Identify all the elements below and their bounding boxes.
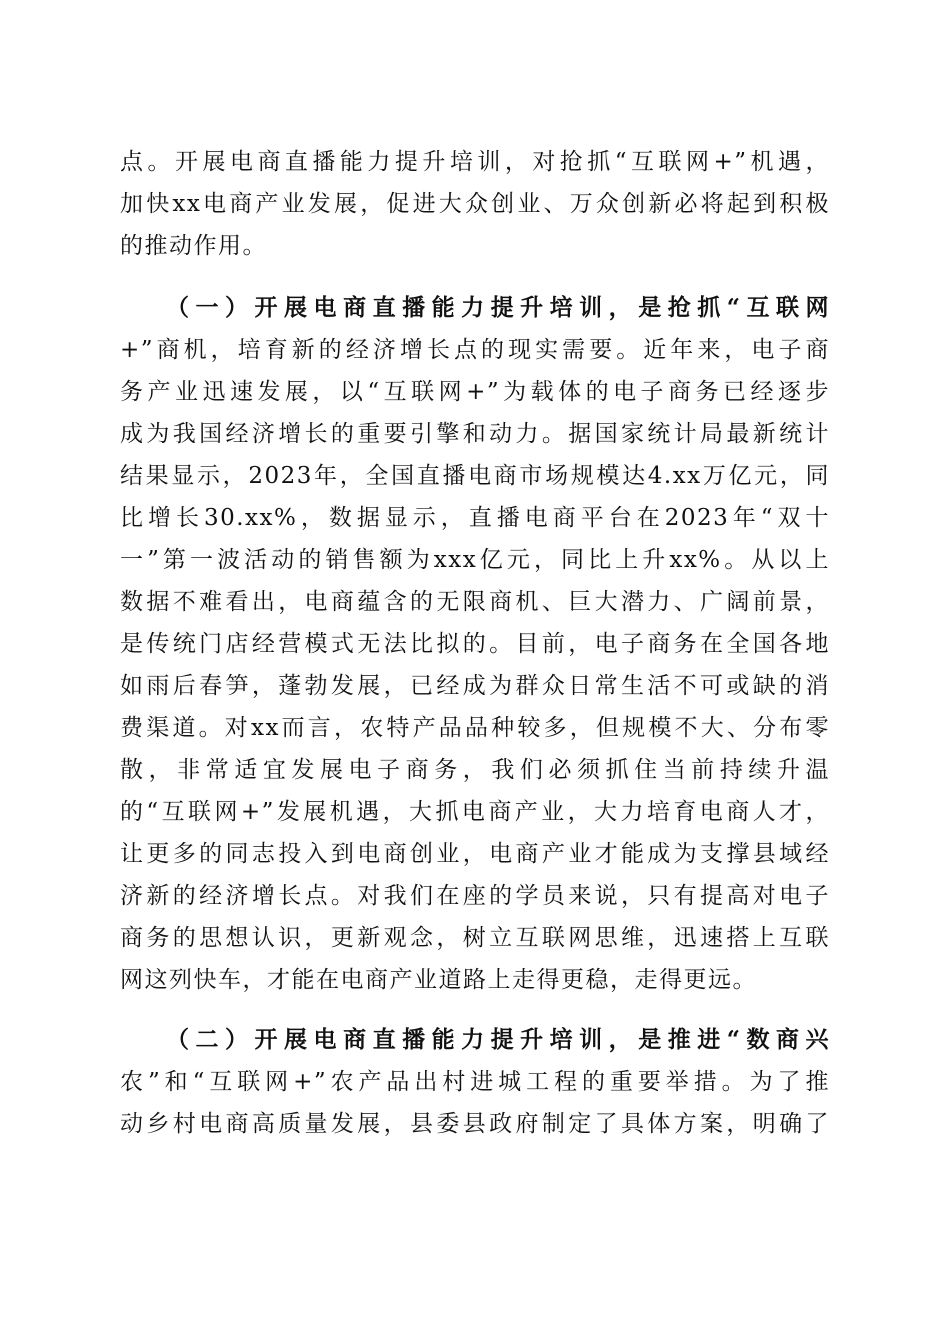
- paragraph-section-two: [120, 1019, 830, 1145]
- paragraph-line: 让更多的同志投入到电商创业，电商产业才能成为支撑县域经: [120, 841, 830, 867]
- paragraph-line: 动乡村电商高质量发展，县委县政府制定了具体方案，明确了: [120, 1111, 830, 1137]
- paragraph-line: 如雨后春笋，蓬勃发展，已经成为群众日常生活不可或缺的消: [120, 673, 830, 699]
- paragraph-section-one: [120, 287, 830, 1001]
- paragraph-line: 费渠道。对xx而言，农特产品品种较多，但规模不大、分布零: [120, 715, 830, 741]
- paragraph-line: 网这列快车，才能在电商产业道路上走得更稳，走得更远。: [120, 967, 757, 993]
- section-one-heading-line: （一）开展电商直播能力提升培训，是抢抓“互联网: [166, 294, 830, 321]
- paragraph-line: 商务的思想认识，更新观念，树立互联网思维，迅速搭上互联: [120, 925, 830, 951]
- paragraph-line: 散，非常适宜发展电子商务，我们必须抓住当前持续升温: [120, 757, 830, 783]
- paragraph-line: 成为我国经济增长的重要引擎和动力。据国家统计局最新统计: [120, 421, 830, 447]
- paragraph-line: 数据不难看出，电商蕴含的无限商机、巨大潜力、广阔前景，: [120, 589, 830, 615]
- paragraph-line: 结果显示，2023年，全国直播电商市场规模达4.xx万亿元，同: [120, 463, 830, 489]
- paragraph-line: +”商机，培育新的经济增长点的现实需要。近年来，电子商: [120, 337, 830, 363]
- paragraph-line: 的推动作用。: [120, 233, 267, 259]
- paragraph-line: 点。开展电商直播能力提升培训，对抢抓“互联网+”机遇，: [120, 149, 830, 175]
- paragraph-line: 加快xx电商产业发展，促进大众创业、万众创新必将起到积极: [120, 191, 830, 217]
- section-two-heading-line: （二）开展电商直播能力提升培训，是推进“数商兴: [166, 1026, 830, 1053]
- paragraph-line: 是传统门店经营模式无法比拟的。目前，电子商务在全国各地: [120, 631, 830, 657]
- paragraph-line: 比增长30.xx%，数据显示，直播电商平台在2023年“双十: [120, 505, 830, 531]
- paragraph-line: 的“互联网+”发展机遇，大抓电商产业，大力培育电商人才，: [120, 799, 830, 825]
- paragraph-intro-continuation: [120, 141, 830, 267]
- paragraph-line: 务产业迅速发展，以“互联网+”为载体的电子商务已经逐步: [120, 379, 830, 405]
- paragraph-line: 农”和“互联网+”农产品出村进城工程的重要举措。为了推: [120, 1069, 830, 1095]
- paragraph-line: 一”第一波活动的销售额为xxx亿元，同比上升xx%。从以上: [120, 547, 830, 573]
- paragraph-line: 济新的经济增长点。对我们在座的学员来说，只有提高对电子: [120, 883, 830, 909]
